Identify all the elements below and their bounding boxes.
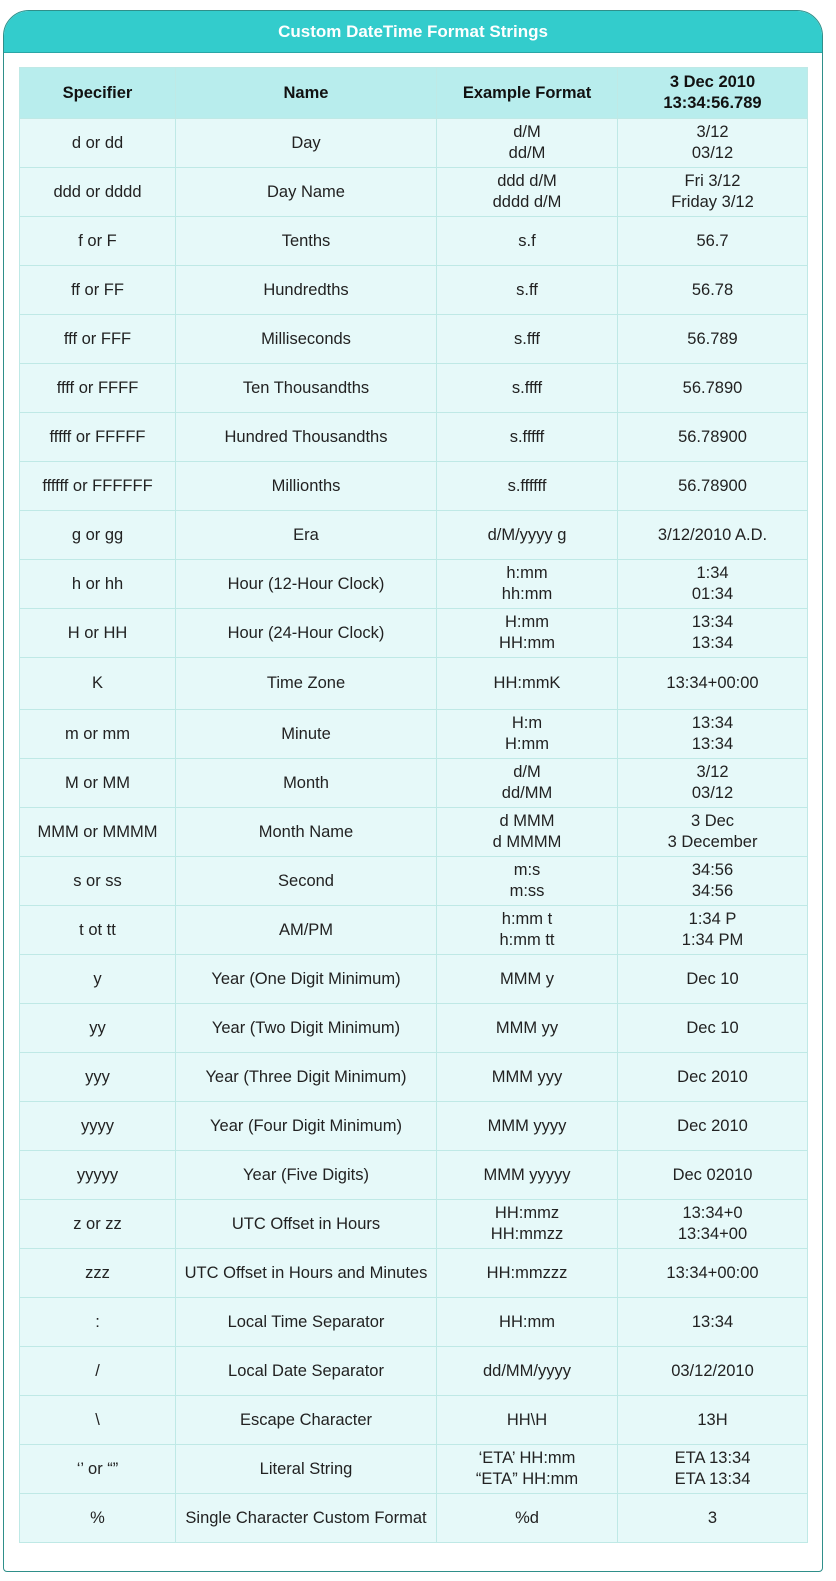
specifier-cell: ffff or FFFF bbox=[20, 364, 176, 413]
example-format-cell bbox=[437, 955, 618, 1004]
example-format-line: h:mm t bbox=[501, 910, 553, 928]
example-result-line: Dec 2010 bbox=[677, 1067, 748, 1086]
specifier-cell: h or hh bbox=[20, 560, 176, 609]
example-result-line: 1:34 P bbox=[688, 910, 737, 928]
example-result-line: Friday 3/12 bbox=[671, 193, 754, 211]
example-result-line: Dec 10 bbox=[686, 969, 739, 988]
example-format-line: s.ffff bbox=[511, 378, 543, 397]
specifier-cell: MMM or MMMM bbox=[20, 808, 176, 857]
table-row bbox=[20, 266, 808, 315]
table-row bbox=[20, 1298, 808, 1347]
example-result-line: 3/12 bbox=[696, 123, 729, 141]
example-result-cell bbox=[618, 609, 808, 658]
example-format-line: s.ffffff bbox=[507, 476, 547, 495]
table-row bbox=[20, 955, 808, 1004]
card-title: Custom DateTime Format Strings bbox=[4, 11, 822, 53]
specifier-cell: M or MM bbox=[20, 759, 176, 808]
example-format-line: HH\H bbox=[506, 1410, 548, 1429]
example-result-cell bbox=[618, 266, 808, 315]
name-cell: Hour (12-Hour Clock) bbox=[176, 560, 437, 609]
example-format-cell bbox=[437, 1102, 618, 1151]
example-format-cell bbox=[437, 658, 618, 710]
example-format-line: HH:mmK bbox=[493, 674, 561, 692]
specifier-cell: t ot tt bbox=[20, 906, 176, 955]
example-format-cell bbox=[437, 1445, 618, 1494]
example-format-line: HH:mm bbox=[499, 634, 555, 652]
example-format-line: HH:mmz bbox=[494, 1204, 560, 1222]
example-result-line: ETA 13:34 bbox=[674, 1449, 751, 1467]
specifier-cell: d or dd bbox=[20, 119, 176, 168]
example-result-line: Dec 2010 bbox=[677, 1116, 748, 1135]
name-cell: Ten Thousandths bbox=[176, 364, 437, 413]
specifier-cell: yyyy bbox=[20, 1102, 176, 1151]
specifier-cell: \ bbox=[20, 1396, 176, 1445]
example-format-line: dddd d/M bbox=[492, 193, 562, 211]
specifier-cell: yyy bbox=[20, 1053, 176, 1102]
example-format-cell bbox=[437, 1151, 618, 1200]
table-row bbox=[20, 1445, 808, 1494]
example-result-line: 13:34 bbox=[691, 634, 734, 652]
header-specifier: Specifier bbox=[20, 68, 176, 119]
example-result-line: 3 bbox=[707, 1508, 718, 1527]
example-format-cell bbox=[437, 710, 618, 759]
specifier-cell: zzz bbox=[20, 1249, 176, 1298]
example-format-line: s.fffff bbox=[509, 427, 545, 446]
name-cell: Hundredths bbox=[176, 266, 437, 315]
name-cell: Year (Three Digit Minimum) bbox=[176, 1053, 437, 1102]
example-format-line: s.fff bbox=[514, 329, 540, 348]
example-result-cell bbox=[618, 1494, 808, 1543]
example-result-cell bbox=[618, 560, 808, 609]
table-row bbox=[20, 1249, 808, 1298]
example-format-line: dd/MM bbox=[501, 784, 553, 802]
example-result-line: 56.78 bbox=[691, 280, 734, 299]
specifier-cell: f or F bbox=[20, 217, 176, 266]
example-result-line: 3 December bbox=[667, 833, 758, 851]
name-cell: Milliseconds bbox=[176, 315, 437, 364]
table-row bbox=[20, 710, 808, 759]
example-format-line: d/M bbox=[513, 123, 541, 141]
example-result-cell bbox=[618, 1053, 808, 1102]
example-result-cell bbox=[618, 511, 808, 560]
example-format-cell bbox=[437, 1249, 618, 1298]
example-format-cell bbox=[437, 462, 618, 511]
example-format-line: h:mm tt bbox=[499, 931, 555, 949]
example-format-line: m:ss bbox=[509, 882, 545, 900]
example-result-cell bbox=[618, 462, 808, 511]
example-format-cell bbox=[437, 1200, 618, 1249]
example-result-line: 1:34 PM bbox=[681, 931, 744, 949]
table-row bbox=[20, 1200, 808, 1249]
specifier-cell: m or mm bbox=[20, 710, 176, 759]
header-sample-date: 3 Dec 2010 bbox=[669, 73, 756, 91]
example-result-line: 13:34 bbox=[691, 1312, 734, 1331]
example-format-line: HH:mm bbox=[499, 1312, 555, 1331]
table-row bbox=[20, 511, 808, 560]
example-result-cell bbox=[618, 364, 808, 413]
example-format-line: dd/M bbox=[508, 144, 546, 162]
name-cell: Literal String bbox=[176, 1445, 437, 1494]
name-cell: Year (Two Digit Minimum) bbox=[176, 1004, 437, 1053]
example-result-cell bbox=[618, 315, 808, 364]
example-format-line: d MMMM bbox=[492, 833, 562, 851]
format-table-wrapper bbox=[19, 67, 807, 1543]
example-result-line: 3 Dec bbox=[690, 812, 735, 830]
table-row bbox=[20, 560, 808, 609]
example-result-cell bbox=[618, 1445, 808, 1494]
name-cell: Millionths bbox=[176, 462, 437, 511]
example-result-line: 13:34+00:00 bbox=[666, 1263, 759, 1282]
table-row bbox=[20, 1347, 808, 1396]
table-row bbox=[20, 1102, 808, 1151]
specifier-cell: ff or FF bbox=[20, 266, 176, 315]
example-format-line: H:mm bbox=[505, 735, 549, 753]
example-result-line: ETA 13:34 bbox=[674, 1470, 751, 1488]
specifier-cell: y bbox=[20, 955, 176, 1004]
example-format-line: hh:mm bbox=[501, 585, 553, 603]
table-row bbox=[20, 413, 808, 462]
example-result-cell bbox=[618, 168, 808, 217]
header-example-format: Example Format bbox=[437, 68, 618, 119]
specifier-cell: fffff or FFFFF bbox=[20, 413, 176, 462]
example-format-cell bbox=[437, 906, 618, 955]
example-format-line: ddd d/M bbox=[497, 172, 557, 190]
example-result-cell bbox=[618, 1151, 808, 1200]
example-format-line: HH:mmzzz bbox=[486, 1263, 568, 1282]
name-cell: Local Date Separator bbox=[176, 1347, 437, 1396]
example-format-line: MMM yyyyy bbox=[483, 1165, 571, 1184]
table-row bbox=[20, 462, 808, 511]
table-row bbox=[20, 119, 808, 168]
example-result-cell bbox=[618, 906, 808, 955]
example-format-cell bbox=[437, 1298, 618, 1347]
example-result-line: 56.7 bbox=[696, 231, 729, 250]
name-cell: Time Zone bbox=[176, 658, 437, 710]
example-format-cell bbox=[437, 857, 618, 906]
example-format-line: MMM y bbox=[499, 969, 555, 988]
example-result-line: 13:34+00 bbox=[677, 1225, 748, 1243]
specifier-cell: % bbox=[20, 1494, 176, 1543]
example-result-line: 03/12/2010 bbox=[671, 1361, 754, 1380]
table-row bbox=[20, 808, 808, 857]
example-format-line: HH:mmzz bbox=[490, 1225, 564, 1243]
example-format-cell bbox=[437, 1396, 618, 1445]
example-format-cell bbox=[437, 1347, 618, 1396]
example-result-line: 56.78900 bbox=[678, 427, 747, 446]
example-result-line: 56.78900 bbox=[678, 476, 747, 495]
example-result-cell bbox=[618, 759, 808, 808]
name-cell: Single Character Custom Format bbox=[176, 1494, 437, 1543]
name-cell: Minute bbox=[176, 710, 437, 759]
table-header-row bbox=[20, 68, 808, 119]
name-cell: Hundred Thousandths bbox=[176, 413, 437, 462]
example-result-cell bbox=[618, 808, 808, 857]
example-format-line: %d bbox=[515, 1508, 539, 1527]
example-format-cell bbox=[437, 609, 618, 658]
example-result-line: 3/12 bbox=[696, 763, 729, 781]
header-sample-time: 13:34:56.789 bbox=[663, 94, 762, 112]
example-result-line: 01:34 bbox=[691, 585, 734, 603]
table-row bbox=[20, 906, 808, 955]
table-row bbox=[20, 1151, 808, 1200]
example-result-cell bbox=[618, 1249, 808, 1298]
name-cell: Day bbox=[176, 119, 437, 168]
example-result-line: 03/12 bbox=[691, 144, 734, 162]
example-result-line: 34:56 bbox=[691, 882, 734, 900]
example-format-cell bbox=[437, 1004, 618, 1053]
table-row bbox=[20, 217, 808, 266]
specifier-cell: K bbox=[20, 658, 176, 710]
example-result-line: 56.789 bbox=[687, 329, 738, 348]
example-format-cell bbox=[437, 759, 618, 808]
example-format-cell bbox=[437, 168, 618, 217]
table-row bbox=[20, 857, 808, 906]
name-cell: Year (Five Digits) bbox=[176, 1151, 437, 1200]
example-format-line: MMM yyyy bbox=[487, 1116, 567, 1135]
name-cell: Escape Character bbox=[176, 1396, 437, 1445]
name-cell: Hour (24-Hour Clock) bbox=[176, 609, 437, 658]
name-cell: Tenths bbox=[176, 217, 437, 266]
example-format-line: MMM yy bbox=[495, 1018, 559, 1037]
table-row bbox=[20, 1396, 808, 1445]
example-result-cell bbox=[618, 1200, 808, 1249]
example-format-line: ‘ETA’ HH:mm bbox=[478, 1449, 576, 1467]
example-format-line: dd/MM/yyyy bbox=[482, 1361, 571, 1380]
example-format-line: H:mm bbox=[505, 613, 549, 631]
example-result-cell bbox=[618, 119, 808, 168]
example-format-cell bbox=[437, 1053, 618, 1102]
example-result-line: 34:56 bbox=[691, 861, 734, 879]
specifier-cell: fff or FFF bbox=[20, 315, 176, 364]
example-result-cell bbox=[618, 217, 808, 266]
example-result-cell bbox=[618, 658, 808, 710]
table-row bbox=[20, 315, 808, 364]
example-result-line: Dec 02010 bbox=[672, 1165, 753, 1184]
example-format-cell bbox=[437, 808, 618, 857]
example-format-cell bbox=[437, 119, 618, 168]
name-cell: Month bbox=[176, 759, 437, 808]
header-sample-datetime bbox=[618, 68, 808, 119]
format-strings-card bbox=[3, 10, 823, 1572]
name-cell: Local Time Separator bbox=[176, 1298, 437, 1347]
example-result-line: Fri 3/12 bbox=[684, 172, 741, 190]
format-table bbox=[19, 67, 808, 1543]
example-format-line: s.ff bbox=[516, 280, 538, 299]
example-format-line: m:s bbox=[513, 861, 541, 879]
specifier-cell: s or ss bbox=[20, 857, 176, 906]
example-format-cell bbox=[437, 315, 618, 364]
table-row bbox=[20, 609, 808, 658]
example-result-line: 13:34 bbox=[691, 613, 734, 631]
example-format-line: d MMM bbox=[499, 812, 555, 830]
example-result-cell bbox=[618, 1004, 808, 1053]
example-result-cell bbox=[618, 1396, 808, 1445]
name-cell: Day Name bbox=[176, 168, 437, 217]
example-result-line: 03/12 bbox=[691, 784, 734, 802]
example-format-cell bbox=[437, 364, 618, 413]
example-format-cell bbox=[437, 266, 618, 315]
example-format-line: MMM yyy bbox=[491, 1067, 563, 1086]
example-format-cell bbox=[437, 217, 618, 266]
specifier-cell: ‘’ or “” bbox=[20, 1445, 176, 1494]
example-result-line: 13:34+00:00 bbox=[666, 674, 759, 692]
name-cell: Year (One Digit Minimum) bbox=[176, 955, 437, 1004]
example-result-line: 56.7890 bbox=[682, 378, 743, 397]
table-row bbox=[20, 168, 808, 217]
specifier-cell: yyyyy bbox=[20, 1151, 176, 1200]
example-result-cell bbox=[618, 1102, 808, 1151]
example-format-cell bbox=[437, 511, 618, 560]
example-result-cell bbox=[618, 1298, 808, 1347]
table-row bbox=[20, 658, 808, 710]
table-row bbox=[20, 1494, 808, 1543]
example-result-line: 3/12/2010 A.D. bbox=[657, 525, 768, 544]
table-row bbox=[20, 759, 808, 808]
specifier-cell: yy bbox=[20, 1004, 176, 1053]
example-format-line: d/M bbox=[513, 763, 541, 781]
example-result-line: 13:34+0 bbox=[682, 1204, 743, 1222]
name-cell: Era bbox=[176, 511, 437, 560]
example-result-cell bbox=[618, 710, 808, 759]
name-cell: Second bbox=[176, 857, 437, 906]
example-format-cell bbox=[437, 1494, 618, 1543]
name-cell: Month Name bbox=[176, 808, 437, 857]
name-cell: AM/PM bbox=[176, 906, 437, 955]
table-row bbox=[20, 1053, 808, 1102]
specifier-cell: H or HH bbox=[20, 609, 176, 658]
example-result-line: 13:34 bbox=[691, 735, 734, 753]
example-result-line: 13:34 bbox=[691, 714, 734, 732]
example-result-line: 13H bbox=[697, 1410, 728, 1429]
specifier-cell: ddd or dddd bbox=[20, 168, 176, 217]
table-body bbox=[20, 119, 808, 1543]
example-result-cell bbox=[618, 955, 808, 1004]
name-cell: UTC Offset in Hours and Minutes bbox=[176, 1249, 437, 1298]
example-format-line: H:m bbox=[511, 714, 543, 732]
example-result-cell bbox=[618, 413, 808, 462]
example-format-line: h:mm bbox=[506, 564, 548, 582]
example-format-line: “ETA” HH:mm bbox=[475, 1470, 579, 1488]
specifier-cell: ffffff or FFFFFF bbox=[20, 462, 176, 511]
specifier-cell: z or zz bbox=[20, 1200, 176, 1249]
example-format-line: d/M/yyyy g bbox=[487, 525, 567, 544]
table-row bbox=[20, 1004, 808, 1053]
name-cell: Year (Four Digit Minimum) bbox=[176, 1102, 437, 1151]
specifier-cell: / bbox=[20, 1347, 176, 1396]
example-result-cell bbox=[618, 1347, 808, 1396]
example-format-cell bbox=[437, 560, 618, 609]
example-result-line: Dec 10 bbox=[686, 1018, 739, 1037]
header-name: Name bbox=[176, 68, 437, 119]
example-format-cell bbox=[437, 413, 618, 462]
name-cell: UTC Offset in Hours bbox=[176, 1200, 437, 1249]
example-format-line: s.f bbox=[518, 231, 536, 250]
example-result-cell bbox=[618, 857, 808, 906]
example-result-line: 1:34 bbox=[696, 564, 729, 582]
table-row bbox=[20, 364, 808, 413]
specifier-cell: : bbox=[20, 1298, 176, 1347]
specifier-cell: g or gg bbox=[20, 511, 176, 560]
